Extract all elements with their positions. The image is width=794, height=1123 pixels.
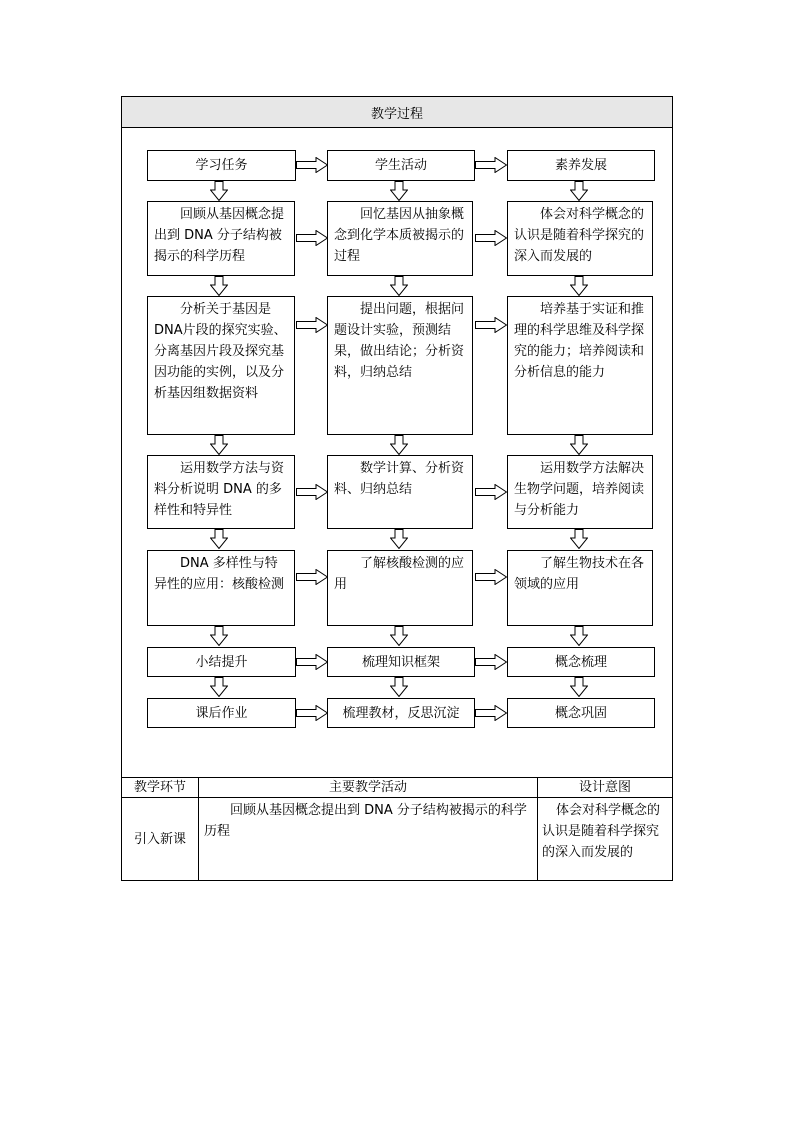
flow-box-literacy-heading: 素养发展	[507, 150, 655, 181]
table-header-intent: 设计意图	[578, 780, 631, 795]
flow-box-task-2: 分析关于基因是 DNA片段的探究实验、分离基因片段及探究基因功能的实例，以及分析基因组数据资料	[147, 296, 295, 435]
down-arrow-icon	[390, 435, 408, 455]
down-arrow-icon	[210, 626, 228, 646]
flow-box-task-4: DNA 多样性与特异性的应用：核酸检测	[147, 550, 295, 626]
right-arrow-icon	[475, 317, 507, 333]
flow-box-task-heading: 学习任务	[147, 150, 296, 181]
flow-box-student-6: 梳理教材，反思沉淀	[327, 698, 475, 728]
flow-box-task-1: 回顾从基因概念提出到 DNA 分子结构被揭示的科学历程	[147, 201, 295, 276]
down-arrow-icon	[390, 626, 408, 646]
flow-box-literacy-2: 培养基于实证和推理的科学思维及科学探究的能力；培养阅读和分析信息的能力	[507, 296, 653, 435]
flow-box-literacy-1: 体会对科学概念的认识是随着科学探究的深入而发展的	[507, 201, 653, 276]
flow-box-literacy-5: 概念梳理	[507, 647, 655, 677]
down-arrow-icon	[570, 529, 588, 549]
flow-box-student-heading: 学生活动	[327, 150, 475, 181]
down-arrow-icon	[390, 181, 408, 201]
down-arrow-icon	[570, 677, 588, 697]
flow-box-task-5: 小结提升	[147, 647, 296, 677]
flow-box-literacy-6: 概念巩固	[507, 698, 655, 728]
section-title: 教学过程	[122, 97, 672, 128]
down-arrow-icon	[390, 677, 408, 697]
down-arrow-icon	[570, 181, 588, 201]
right-arrow-icon	[296, 317, 328, 333]
down-arrow-icon	[210, 677, 228, 697]
down-arrow-icon	[210, 435, 228, 455]
flow-box-student-3: 数学计算、分析资料、归纳总结	[327, 455, 473, 529]
table-header-activity: 主要教学活动	[328, 780, 407, 795]
right-arrow-icon	[296, 157, 328, 173]
right-arrow-icon	[475, 157, 507, 173]
right-arrow-icon	[296, 569, 328, 585]
table-header-border	[122, 797, 672, 798]
flow-box-task-3: 运用数学方法与资料分析说明 DNA 的多样性和特异性	[147, 455, 295, 529]
flow-box-student-2: 提出问题，根据问题设计实验，预测结果，做出结论；分析资料，归纳总结	[327, 296, 473, 435]
table-cell-stage: 引入新课	[133, 831, 186, 847]
right-arrow-icon	[475, 705, 507, 721]
down-arrow-icon	[390, 276, 408, 296]
table-cell-intent: 体会对科学概念的认识是随着科学探究的深入而发展的	[542, 803, 661, 860]
down-arrow-icon	[570, 276, 588, 296]
down-arrow-icon	[210, 529, 228, 549]
right-arrow-icon	[296, 654, 328, 670]
flow-box-student-5: 梳理知识框架	[327, 647, 475, 677]
right-arrow-icon	[475, 484, 507, 500]
right-arrow-icon	[475, 230, 507, 246]
flow-box-student-1: 回忆基因从抽象概念到化学本质被揭示的过程	[327, 201, 473, 276]
down-arrow-icon	[390, 529, 408, 549]
right-arrow-icon	[475, 654, 507, 670]
table-cell-activity: 回顾从基因概念提出到 DNA 分子结构被揭示的科学历程	[204, 803, 527, 839]
table-header-stage: 教学环节	[133, 780, 186, 795]
down-arrow-icon	[570, 626, 588, 646]
flow-box-literacy-3: 运用数学方法解决生物学问题，培养阅读与分析能力	[507, 455, 653, 529]
down-arrow-icon	[570, 435, 588, 455]
right-arrow-icon	[296, 705, 328, 721]
right-arrow-icon	[296, 484, 328, 500]
down-arrow-icon	[210, 181, 228, 201]
flow-box-literacy-4: 了解生物技术在各领域的应用	[507, 550, 653, 626]
right-arrow-icon	[475, 569, 507, 585]
down-arrow-icon	[210, 276, 228, 296]
flow-box-student-4: 了解核酸检测的应用	[327, 550, 473, 626]
right-arrow-icon	[296, 230, 328, 246]
flow-box-task-6: 课后作业	[147, 698, 296, 728]
teaching-process-table	[121, 96, 673, 881]
